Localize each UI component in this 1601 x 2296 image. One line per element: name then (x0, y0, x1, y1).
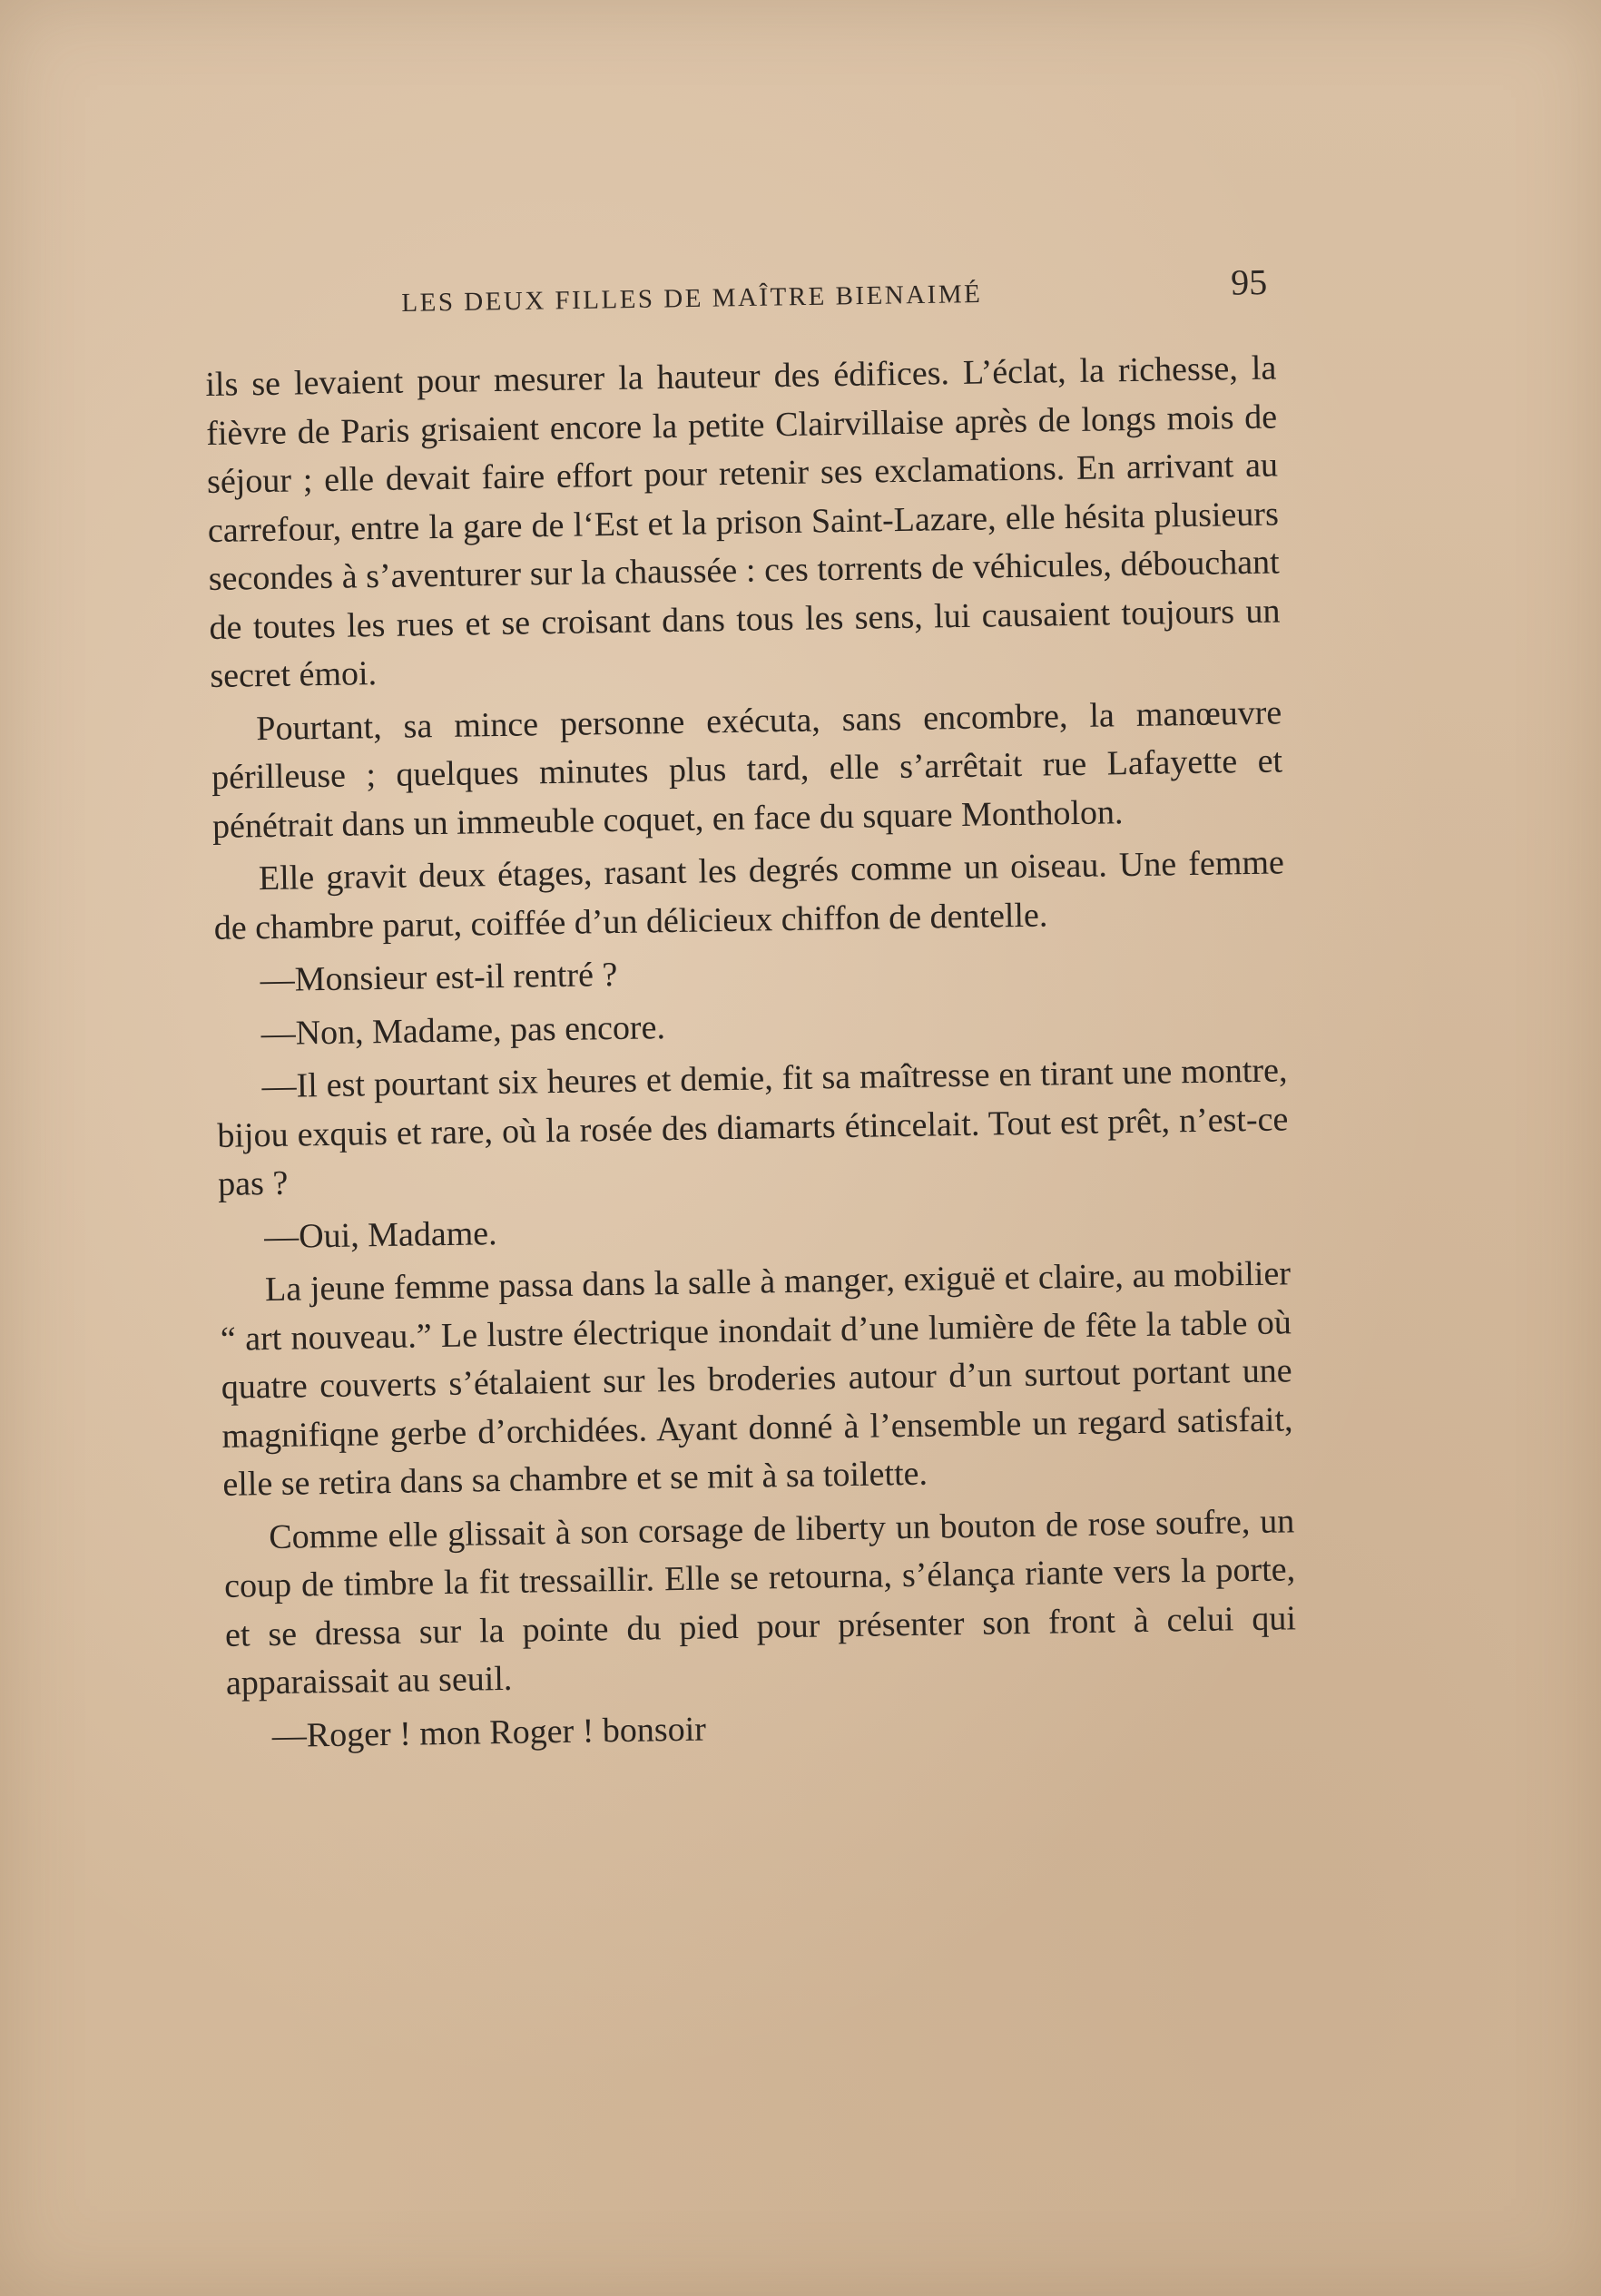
page-number: 95 (1230, 261, 1268, 303)
dialogue-line-1: —Monsieur est-il rentré ? (260, 955, 618, 1000)
running-title: LES DEUX FILLES DE MAÎTRE BIENAIMÉ (401, 279, 983, 318)
dialogue-line-3: —Il est pourtant six heures et demie, fit sa maîtresse en tirant une montre, bijou exquis et rare, où la rosée des diamarts étincelait. Tout est prêt, n’est-ce pas ? (217, 1051, 1289, 1203)
running-head (401, 261, 1268, 330)
paragraph-5: Comme elle glissait à son corsage de liberty un bouton de rose soufre, un coup de timbre la fit tressaillir. Elle se retourna, s’élança riante vers la porte, et se dressa sur la pointe du pied pour présenter son front à celui qui apparaissait au seuil. (223, 1501, 1297, 1702)
paragraph-2: Pourtant, sa mince personne exécuta, sans encombre, la manœuvre périlleuse ; quelques minutes plus tard, elle s’arrêtait rue Lafayette et pénétrait dans un immeuble coquet, en face du square Montholon. (211, 692, 1283, 846)
body-text (205, 344, 1298, 1765)
paragraph-1: ils se levaient pour mesurer la hauteur des édifices. L’éclat, la richesse, la fièvre de Paris grisaient encore la petite Clairvillaise après de longs mois de séjour ; elle devait faire effort pour retenir ses exclamations. En arrivant au carrefour, entre la gare de l‘Est et la prison Saint-Lazare, elle hésita plusieurs secondes à s’aventurer sur la chaussée : ces torrents de véhicules, débouchant de toutes les rues et se croisant dans tous les sens, lui causaient toujours un secret émoi. (205, 348, 1281, 695)
dialogue-line-5: —Roger ! mon Roger ! bonsoir (271, 1710, 707, 1755)
paragraph-3: Elle gravit deux étages, rasant les degrés comme un oiseau. Une femme de chambre parut, coiffée d’un délicieux chiffon de dentelle. (213, 843, 1285, 947)
dialogue-line-2: —Non, Madame, pas encore. (260, 1007, 666, 1053)
paragraph-4: La jeune femme passa dans la salle à manger, exiguë et claire, au mobilier “ art nouveau.” Le lustre électrique inondait d’une lumière de fête la table où quatre couverts s’étalaient sur les broderies autour d’un surtout portant une magnifiqne gerbe d’orchidées. Ayant donné à l’ensemble un regard satisfait, elle se retira dans sa chambre et se mit à sa toilette. (220, 1254, 1293, 1504)
dialogue-line-4: —Oui, Madame. (263, 1213, 497, 1256)
